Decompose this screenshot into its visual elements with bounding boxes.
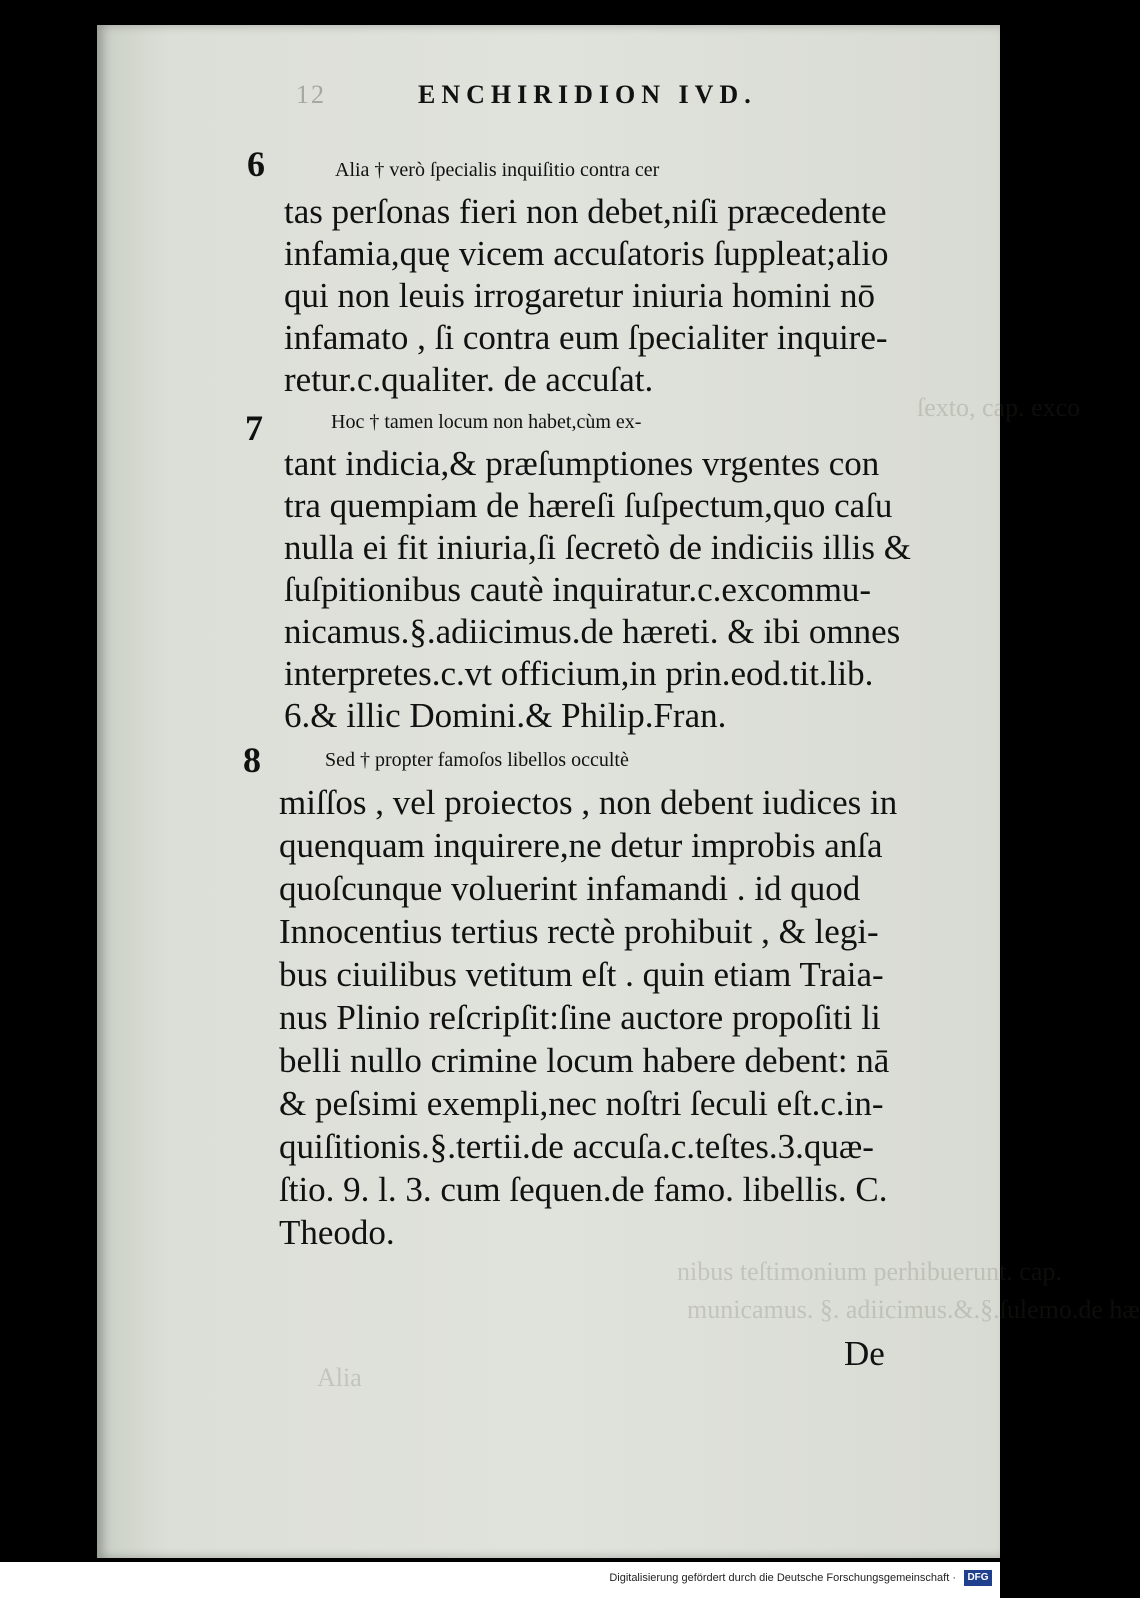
text-line: Sed † propter famoſos libellos occultè [325,749,629,771]
text-line: ſtio. 9. l. 3. cum ſequen.de famo. libellis. C. [279,1170,888,1209]
digitization-footer [0,1562,1000,1598]
text-line: ſuſpitionibus cautè inquiratur.c.excommu- [284,570,872,609]
text-line: belli nullo crimine locum habere debent: nā [279,1041,890,1080]
bleed-through: ſexto, cap. exco [917,393,1081,422]
text-line: nicamus.§.adiicimus.de hæreti. & ibi omnes [284,612,901,651]
bleed-through: nibus teſtimonium perhibuerunt. cap. [677,1257,1062,1286]
text-line: qui non leuis irrogaretur iniuria homini nō [284,276,876,315]
book-page [97,25,1140,1558]
text-line: infamia,quę vicem accuſatoris ſuppleat;alio [284,234,889,273]
text-line: nulla ei fit iniuria,ſi ſecretò de indiciis illis & [284,528,911,567]
text-line: 6.& illic Domini.& Philip.Fran. [284,696,727,735]
text-line: infamato , ſi contra eum ſpecialiter inquire- [284,318,888,357]
paragraph-number: 8 [243,740,261,780]
paragraph-number: 6 [247,144,265,184]
text-line: bus ciuilibus vetitum eſt . quin etiam Traia- [279,955,884,994]
dfg-logo: DFG [964,1570,992,1586]
text-line: quiſitionis.§.tertii.de accuſa.c.teſtes.3.quæ- [279,1127,874,1166]
text-line: tant indicia,& præſumptiones vrgentes con [284,444,880,483]
catchword: De [844,1334,885,1373]
text-line: tas perſonas fieri non debet,niſi præcedente [284,192,887,231]
text-line: Alia † verò ſpecialis inquiſitio contra cer [335,159,660,181]
text-line: retur.c.qualiter. de accuſat. [284,360,654,399]
running-title: ENCHIRIDION IVD. [418,80,757,109]
text-line: quoſcunque voluerint infamandi . id quod [279,869,861,908]
text-line: tra quempiam de hæreſi ſuſpectum,quo caſu [284,486,893,525]
paragraph-number: 7 [245,408,263,448]
text-line: Theodo. [279,1213,395,1252]
text-line: Innocentius tertius rectè prohibuit , & legi- [279,912,879,951]
bleed-through: municamus. §. adiicimus.&.§.ſulemo.de hæ [687,1295,1140,1324]
text-line: interpretes.c.vt officium,in prin.eod.tit.lib. [284,654,874,693]
bleed-through: Alia [317,1363,362,1392]
text-line: quenquam inquirere,ne detur improbis anſa [279,826,883,865]
text-line: Hoc † tamen locum non habet,cùm ex- [331,411,642,433]
text-line: nus Plinio reſcripſit:ſine auctore propoſiti li [279,998,881,1037]
running-head [296,80,916,130]
page-number: 12 [296,80,326,109]
text-line: miſſos , vel proiectos , non debent iudices in [279,783,898,822]
text-line: & peſsimi exempli,nec noſtri ſeculi eſt.c.in- [279,1084,884,1123]
funding-credit: Digitalisierung gefördert durch die Deutsche Forschungsgemeinschaft · [609,1572,956,1584]
